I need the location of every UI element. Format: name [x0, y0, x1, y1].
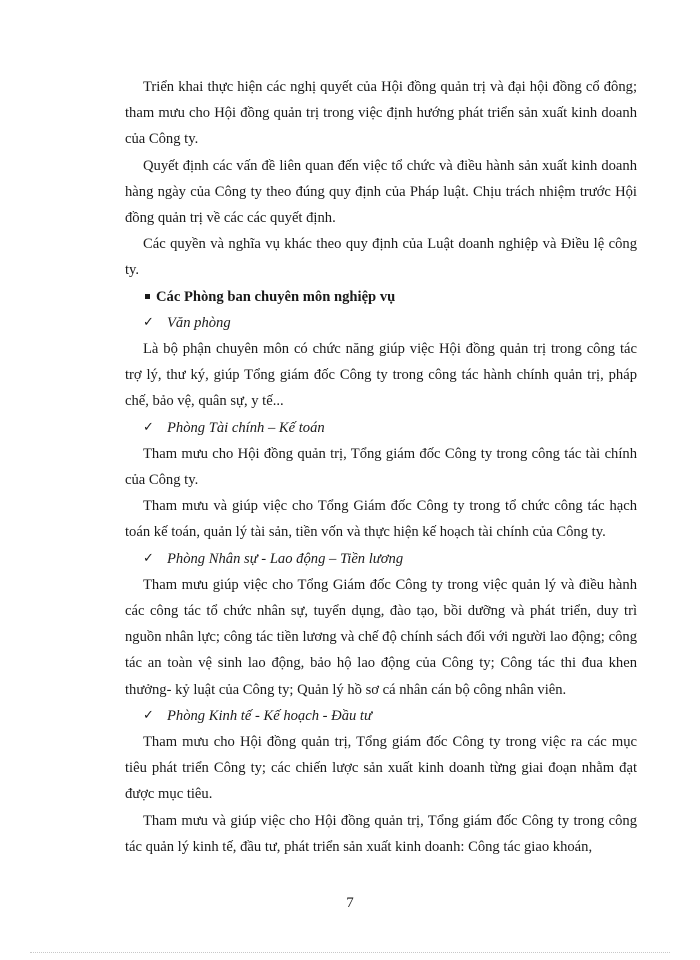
checkmark-icon: ✓: [143, 314, 154, 330]
department-heading-kinh-te: [125, 703, 637, 729]
checkmark-icon: ✓: [143, 707, 154, 723]
department-name: Văn phòng: [167, 314, 231, 331]
department-paragraph: Là bộ phận chuyên môn có chức năng giúp việc Hội đồng quản trị trong công tác trợ lý, thư ký, giúp Tổng giám đốc Công ty trong công tác hành chính quản trị, pháp chế, bảo vệ, quân sự, y tế...: [125, 341, 637, 410]
department-heading-nhan-su: [125, 546, 637, 572]
department-name: Phòng Kinh tế - Kế hoạch - Đầu tư: [167, 707, 372, 724]
department-name: Phòng Tài chính – Kế toán: [167, 419, 325, 436]
page-body: [125, 74, 637, 860]
department-paragraph: Tham mưu cho Hội đồng quản trị, Tổng giám đốc Công ty trong việc ra các mục tiêu phát triển Công ty; các chiến lược sản xuất kinh doanh từng giai đoạn nhằm đạt được mục tiêu.: [125, 734, 637, 803]
department-name: Phòng Nhân sự - Lao động – Tiền lương: [167, 550, 404, 567]
intro-paragraph-1: Triển khai thực hiện các nghị quyết của Hội đồng quản trị và đại hội đồng cổ đông; tham mưu cho Hội đồng quản trị trong việc định hướng phát triển sản xuất kinh doanh của Công ty.: [125, 79, 637, 148]
checkmark-icon: ✓: [143, 550, 154, 566]
department-paragraph: Tham mưu cho Hội đồng quản trị, Tổng giám đốc Công ty trong công tác tài chính của Công ty.: [125, 445, 637, 489]
square-bullet-icon: [145, 294, 150, 299]
section-heading-text: Các Phòng ban chuyên môn nghiệp vụ: [156, 288, 396, 305]
checkmark-icon: ✓: [143, 419, 154, 435]
department-paragraph: Tham mưu và giúp việc cho Tổng Giám đốc Công ty trong tổ chức công tác hạch toán kế toán, quản lý tài sản, tiền vốn và thực hiện kế hoạch tài chính của Công ty.: [125, 498, 637, 541]
section-heading: [125, 284, 637, 310]
intro-paragraph-2: Quyết định các vấn đề liên quan đến việc tổ chức và điều hành sản xuất kinh doanh hàng ngày của Công ty theo đúng quy định của Pháp luật. Chịu trách nhiệm trước Hội đồng quản trị về các các quyết định.: [125, 157, 637, 227]
page-bottom-divider: [30, 952, 670, 953]
page-number: 7: [346, 895, 354, 911]
department-heading-van-phong: [125, 310, 637, 336]
department-heading-tai-chinh: [125, 415, 637, 441]
department-paragraph: Tham mưu và giúp việc cho Hội đồng quản trị, Tổng giám đốc Công ty trong công tác quản lý kinh tế, đầu tư, phát triển sản xuất kinh doanh: Công tác giao khoán,: [125, 812, 637, 855]
department-paragraph: Tham mưu giúp việc cho Tổng Giám đốc Công ty trong việc quản lý và điều hành các công tác tổ chức nhân sự, tuyển dụng, đào tạo, bồi dưỡng và phát triển, duy trì nguồn nhân lực; công tác tiền lương và chế độ chính sách đối với người lao động; công tác an toàn vệ sinh lao động, bảo hộ lao động của Công ty; Công tác thi đua khen thưởng- kỷ luật của Công ty; Quản lý hồ sơ cá nhân cán bộ công nhân viên.: [125, 576, 637, 698]
intro-paragraph-3: Các quyền và nghĩa vụ khác theo quy định của Luật doanh nghiệp và Điều lệ công ty.: [125, 236, 637, 279]
